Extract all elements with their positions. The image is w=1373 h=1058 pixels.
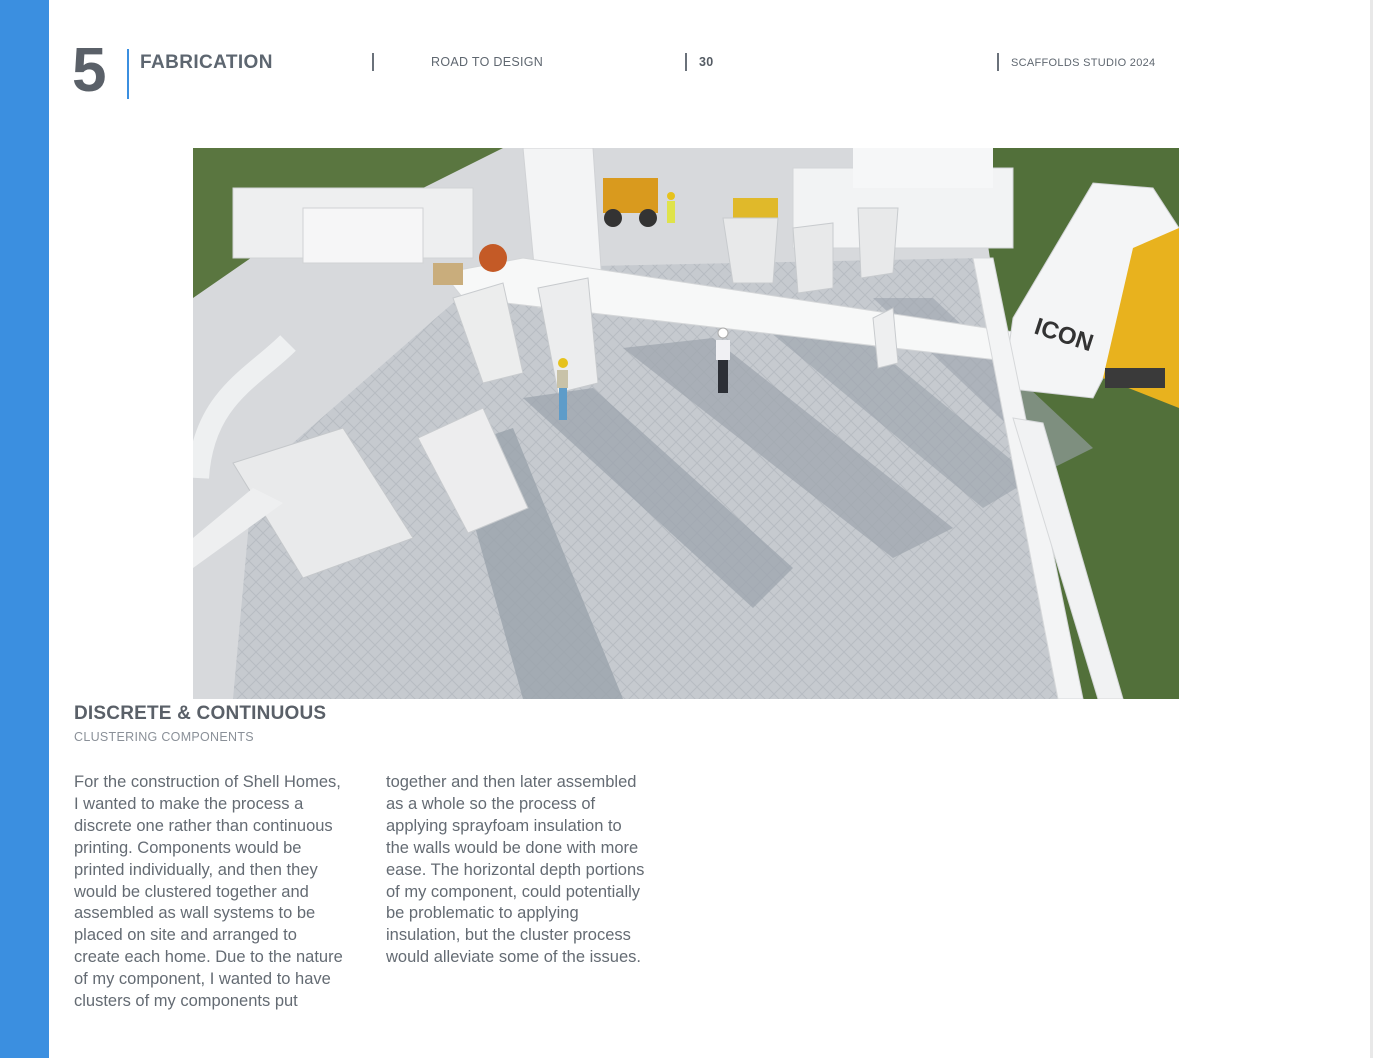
page-number: 30 — [699, 55, 714, 69]
section-title: DISCRETE & CONTINUOUS — [74, 703, 327, 724]
body-line: be problematic to applying — [386, 904, 579, 923]
printed-component — [858, 208, 898, 278]
chapter-number: 5 — [72, 36, 107, 105]
body-line: of my component, I wanted to have — [74, 970, 331, 989]
chapter-divider — [127, 49, 129, 99]
chapter-title: FABRICATION — [140, 52, 273, 73]
wall-block — [303, 208, 423, 263]
body-line: as a whole so the process of — [386, 794, 596, 813]
body-line: I wanted to make the process a — [74, 794, 304, 813]
body-line: clusters of my components put — [74, 992, 298, 1011]
header-separator — [997, 53, 999, 71]
body-column-right — [386, 772, 676, 969]
cable-spool — [479, 244, 507, 272]
crate — [433, 263, 463, 285]
excavator-track — [1105, 368, 1165, 388]
body-line: insulation, but the cluster process — [386, 926, 631, 945]
worker-figure — [667, 192, 675, 223]
studio-label: SCAFFOLDS STUDIO 2024 — [1011, 57, 1156, 69]
body-line: would alleviate some of the issues. — [386, 948, 641, 967]
body-column-left — [74, 772, 366, 1013]
printed-component — [873, 308, 898, 368]
body-line: of my component, could potentially — [386, 882, 641, 901]
body-line: applying sprayfoam insulation to — [386, 816, 622, 835]
body-line: create each home. Due to the nature — [74, 948, 343, 967]
section-label: ROAD TO DESIGN — [431, 55, 544, 69]
body-line: the walls would be done with more — [386, 838, 639, 857]
body-line: discrete one rather than continuous — [74, 816, 333, 835]
icon-logo: ICON — [1031, 313, 1097, 358]
body-line: together and then later assembled — [386, 773, 637, 791]
body-line: assembled as wall systems to be — [74, 904, 316, 923]
printed-component — [793, 223, 833, 293]
section-subtitle: CLUSTERING COMPONENTS — [74, 730, 254, 744]
render-illustration — [193, 148, 1179, 699]
loader — [603, 178, 658, 213]
body-line: would be clustered together and — [74, 882, 309, 901]
wall-block — [853, 148, 993, 188]
accent-side-bar — [0, 0, 49, 1058]
body-line: printing. Components would be — [74, 838, 302, 857]
header-separator — [372, 53, 374, 71]
site-render-image — [193, 148, 1179, 699]
body-line: ease. The horizontal depth portions — [386, 860, 645, 879]
body-line: For the construction of Shell Homes, — [74, 773, 341, 791]
printed-component — [723, 218, 778, 283]
header-separator — [685, 53, 687, 71]
body-line: placed on site and arranged to — [74, 926, 297, 945]
loader-wheel — [604, 209, 622, 227]
loader-wheel — [639, 209, 657, 227]
body-line: printed individually, and then they — [74, 860, 318, 879]
